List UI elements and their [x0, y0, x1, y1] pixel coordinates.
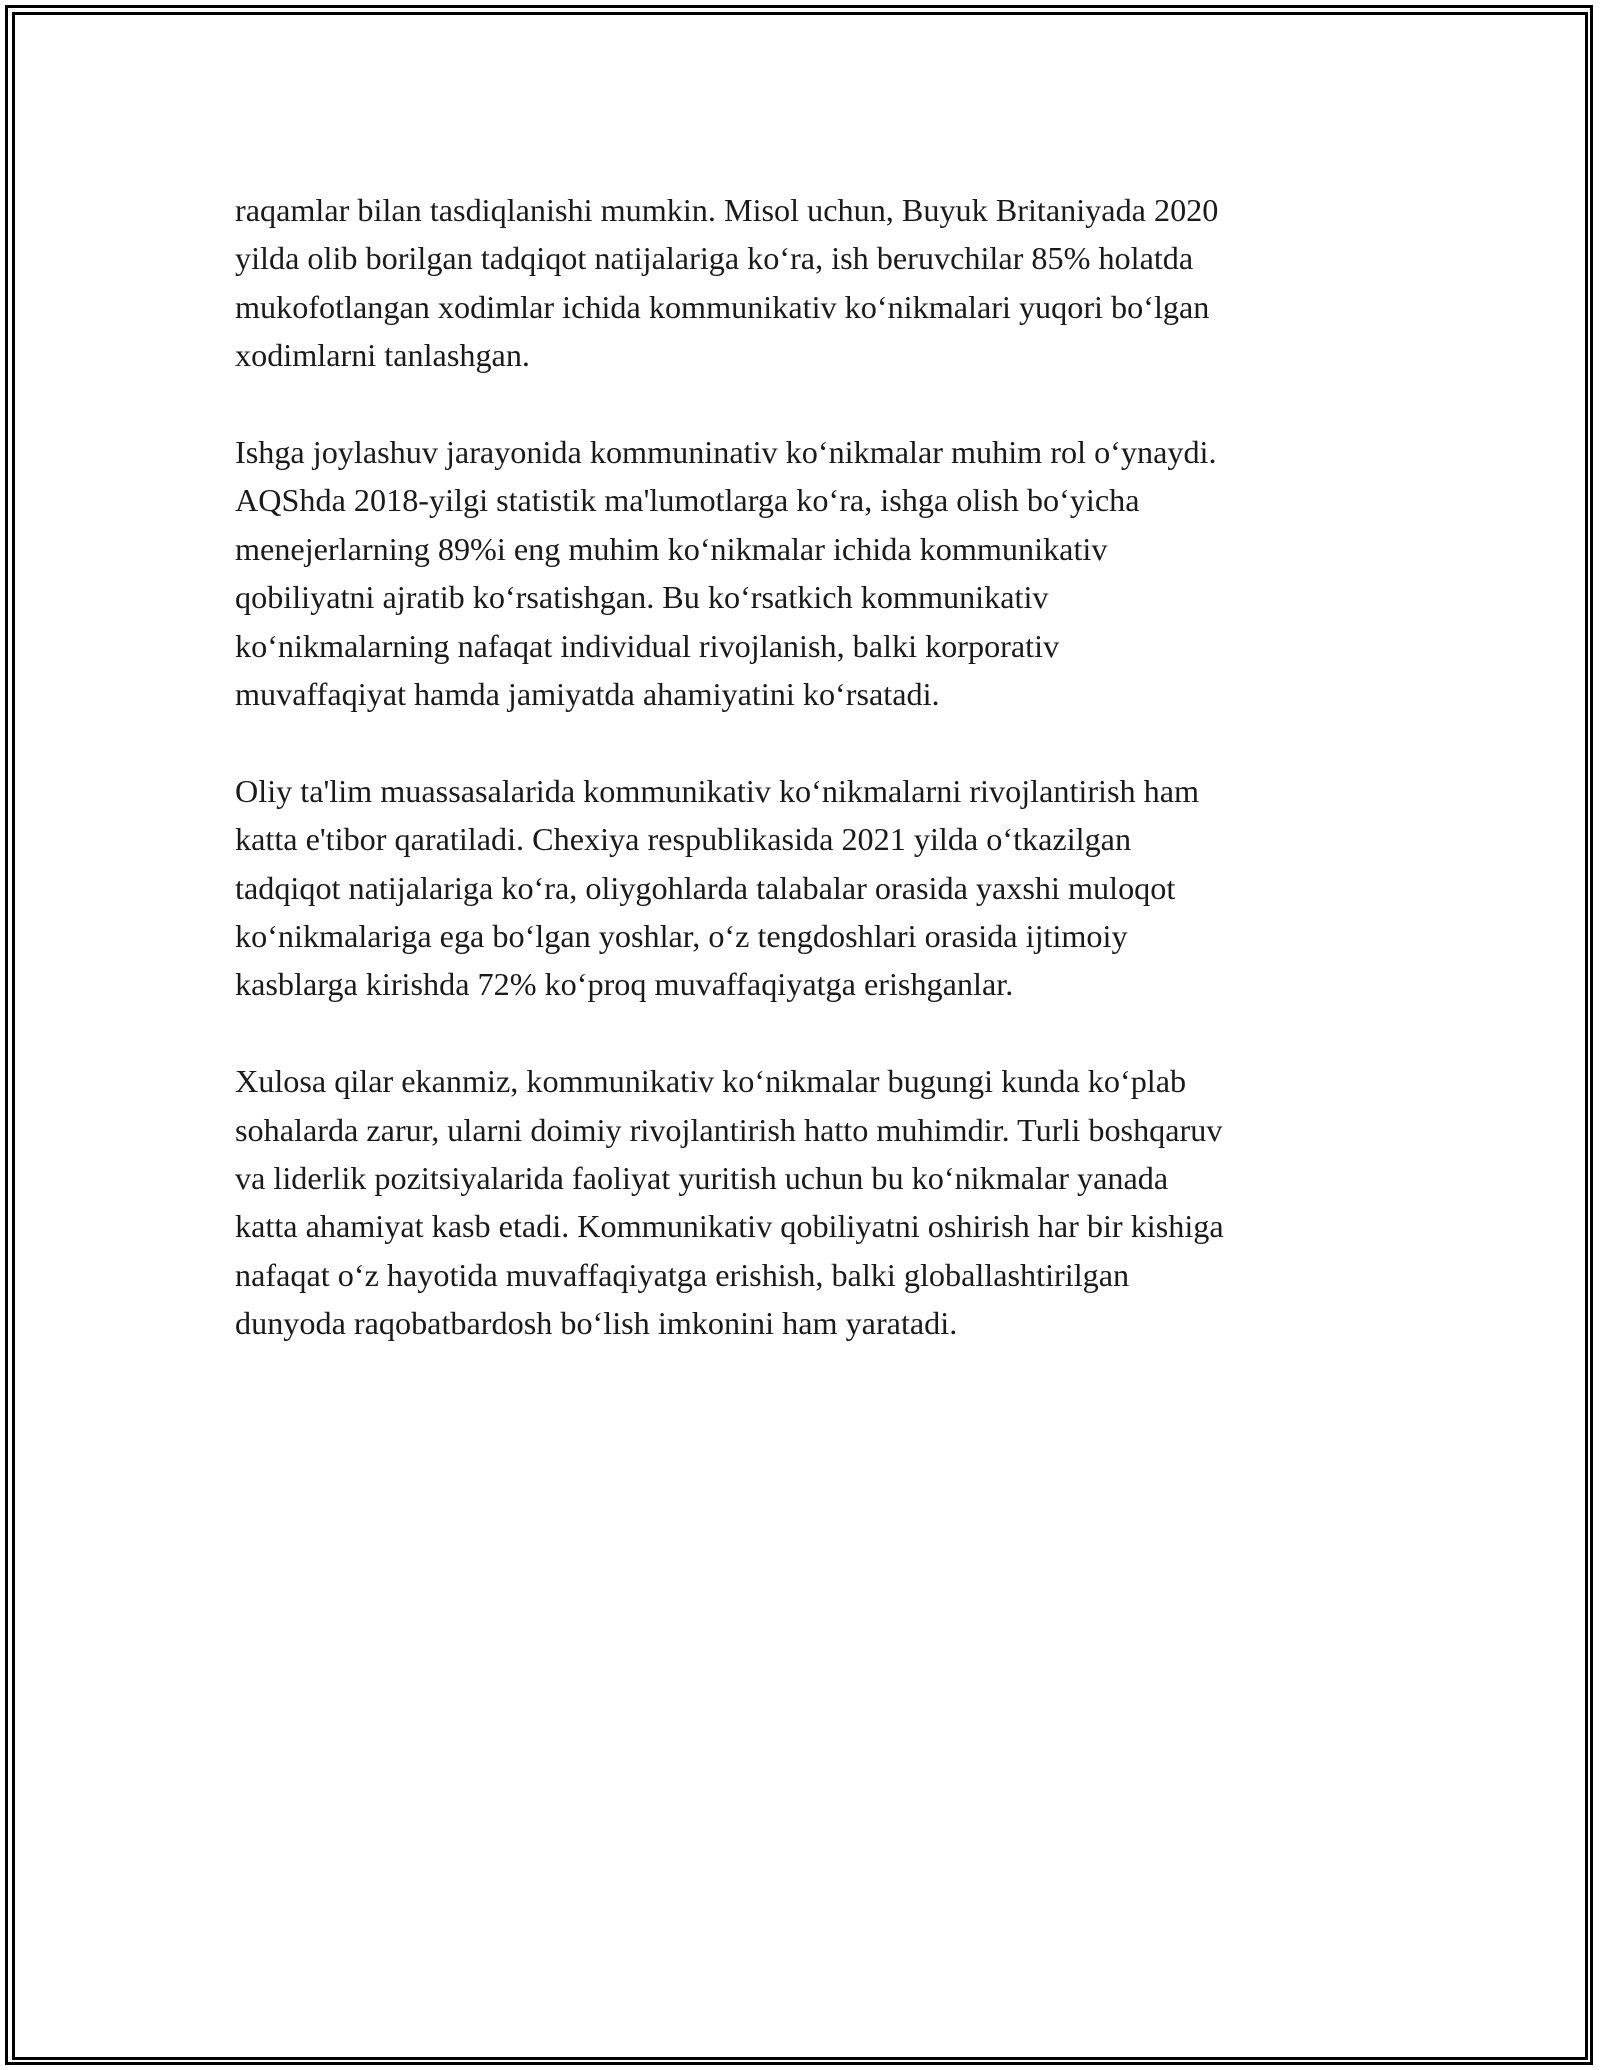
text-line: Xulosa qilar ekanmiz, kommunikativ ko‘nikmalar bugungi kunda ko‘plab: [235, 1063, 1187, 1100]
text-line: va liderlik pozitsiyalarida faoliyat yuritish uchun bu ko‘nikmalar yanada: [235, 1160, 1169, 1197]
paragraph-1: [235, 186, 1375, 380]
paragraph-3: [235, 767, 1375, 1009]
text-line: mukofotlangan xodimlar ichida kommunikativ ko‘nikmalari yuqori bo‘lgan: [235, 288, 1210, 325]
text-line: katta e'tibor qaratiladi. Chexiya respublikasida 2021 yilda o‘tkazilgan: [235, 821, 1132, 858]
text-line: katta ahamiyat kasb etadi. Kommunikativ qobiliyatni oshirish har bir kishiga: [235, 1208, 1224, 1245]
text-line: Oliy ta'lim muassasalarida kommunikativ ko‘nikmalarni rivojlantirish ham: [235, 772, 1200, 809]
text-line: dunyoda raqobatbardosh bo‘lish imkonini ham yaratadi.: [235, 1305, 958, 1342]
text-line: ko‘nikmalariga ega bo‘lgan yoshlar, o‘z tengdoshlari orasida ijtimoiy: [235, 918, 1128, 955]
text-line: AQShda 2018-yilgi statistik ma'lumotlarga ko‘ra, ishga olish bo‘yicha: [235, 482, 1140, 519]
paragraph-4: [235, 1057, 1375, 1347]
text-line: Ishga joylashuv jarayonida kommuninativ ko‘nikmalar muhim rol o‘ynaydi.: [235, 434, 1217, 471]
text-line: xodimlarni tanlashgan.: [235, 337, 530, 374]
text-line: raqamlar bilan tasdiqlanishi mumkin. Misol uchun, Buyuk Britaniyada 2020: [235, 192, 1219, 228]
paragraph-2: [235, 428, 1375, 718]
text-line: menejerlarning 89%i eng muhim ko‘nikmalar ichida kommunikativ: [235, 530, 1108, 567]
text-line: ko‘nikmalarning nafaqat individual rivojlanish, balki korporativ: [235, 627, 1060, 664]
text-line: muvaffaqiyat hamda jamiyatda ahamiyatini ko‘rsatadi.: [235, 676, 940, 713]
document-body: [235, 186, 1375, 1348]
text-line: kasblarga kirishda 72% ko‘proq muvaffaqiyatga erishganlar.: [235, 966, 1014, 1003]
text-line: nafaqat o‘z hayotida muvaffaqiyatga erishish, balki globallashtirilgan: [235, 1256, 1130, 1293]
text-line: sohalarda zarur, ularni doimiy rivojlantirish hatto muhimdir. Turli boshqaruv: [235, 1111, 1223, 1148]
text-line: qobiliyatni ajratib ko‘rsatishgan. Bu ko‘rsatkich kommunikativ: [235, 579, 1049, 616]
text-line: yilda olib borilgan tadqiqot natijalariga ko‘ra, ish beruvchilar 85% holatda: [235, 240, 1194, 277]
text-line: tadqiqot natijalariga ko‘ra, oliygohlarda talabalar orasida yaxshi muloqot: [235, 869, 1176, 906]
